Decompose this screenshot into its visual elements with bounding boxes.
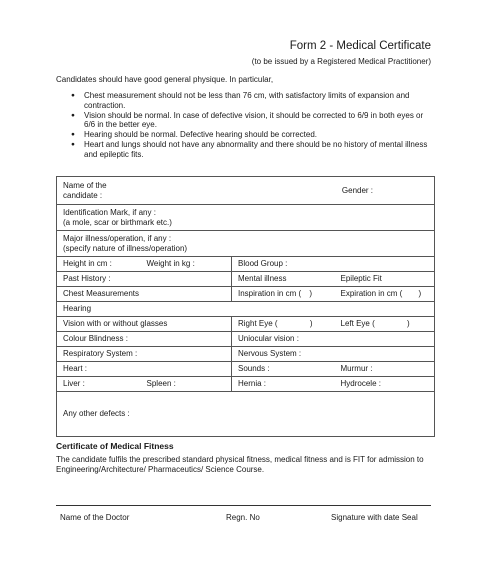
sounds-label: Sounds : xyxy=(238,364,270,373)
hernia-label: Hernia : xyxy=(238,379,267,388)
registration-number-label: Regn. No xyxy=(226,513,260,522)
fitness-text: The candidate fulfils the prescribed standard physical fitness, medical fitness and is FIT for admission to Engineering/Architecture/ Pharmaceutics/ Science Course. xyxy=(56,455,424,474)
table-row xyxy=(57,317,435,332)
table-row xyxy=(57,347,435,362)
candidate-label: candidate : xyxy=(63,190,103,200)
table-row xyxy=(57,392,435,437)
left-eye-cell[interactable] xyxy=(335,317,435,332)
liver-cell[interactable] xyxy=(57,377,141,392)
hearing-cell[interactable] xyxy=(57,302,435,317)
hernia-cell[interactable] xyxy=(232,377,335,392)
mental-illness-cell[interactable] xyxy=(232,272,335,287)
vision-cell[interactable] xyxy=(57,317,232,332)
weight-cell[interactable] xyxy=(141,257,232,272)
table-row xyxy=(57,287,435,302)
uniocular-cell[interactable] xyxy=(232,332,435,347)
intro-text: Candidates should have good general physique. In particular, xyxy=(56,75,274,84)
blood-group-label: Blood Group : xyxy=(238,259,288,268)
table-row xyxy=(57,362,435,377)
table-row xyxy=(57,377,435,392)
expiration-close: ) xyxy=(418,289,422,298)
right-eye-label: Right Eye ( xyxy=(238,319,278,328)
chest-cell[interactable] xyxy=(57,287,232,302)
hearing-label: Hearing xyxy=(63,304,92,313)
requirement-chest: ● Chest measurement should not be less than 76 cm, with satisfactory limits of expansion and contraction. xyxy=(56,91,436,110)
major-illness-cell[interactable] xyxy=(57,231,435,257)
identification-mark-cell[interactable] xyxy=(57,205,435,231)
identification-mark-label: Identification Mark, if any : xyxy=(63,207,156,217)
form-title: Form 2 - Medical Certificate xyxy=(289,40,431,52)
major-illness-label: Major illness/operation, if any : xyxy=(63,233,172,243)
requirement-heart-lungs: ● Heart and lungs should not have any abnormality and there should be no history of mental illness and epileptic fits. xyxy=(56,140,436,159)
sounds-cell[interactable] xyxy=(232,362,335,377)
colour-blindness-cell[interactable] xyxy=(57,332,232,347)
respiratory-label: Respiratory System : xyxy=(63,349,138,358)
table-row xyxy=(57,302,435,317)
respiratory-cell[interactable] xyxy=(57,347,232,362)
epileptic-fit-cell[interactable] xyxy=(335,272,435,287)
table-row xyxy=(57,205,435,231)
table-row xyxy=(57,177,435,205)
weight-label: Weight in kg : xyxy=(146,259,195,268)
hydrocele-label: Hydrocele : xyxy=(340,379,381,388)
fitness-heading: Certificate of Medical Fitness xyxy=(56,441,174,451)
form-subtitle: (to be issued by a Registered Medical Practitioner) xyxy=(251,57,431,66)
murmur-cell[interactable] xyxy=(335,362,435,377)
name-label: Name of the xyxy=(63,180,107,190)
uniocular-label: Uniocular vision : xyxy=(238,334,299,343)
nervous-cell[interactable] xyxy=(232,347,435,362)
liver-label: Liver : xyxy=(63,379,85,388)
other-defects-label: Any other defects : xyxy=(63,409,130,418)
doctor-name-label: Name of the Doctor xyxy=(60,513,130,522)
expiration-label: Expiration in cm ( xyxy=(340,289,403,298)
left-eye-label: Left Eye ( xyxy=(340,319,375,328)
table-row xyxy=(57,257,435,272)
requirements-list xyxy=(56,91,436,160)
table-row xyxy=(57,272,435,287)
requirement-hearing: ● Hearing should be normal. Defective hearing should be corrected. xyxy=(56,130,436,140)
requirement-vision: ● Vision should be normal. In case of defective vision, it should be corrected to 6/9 in both eyes or 6/6 in the better eye. xyxy=(56,111,436,130)
identification-mark-hint: (a mole, scar or birthmark etc.) xyxy=(63,217,172,227)
past-history-label: Past History : xyxy=(63,274,111,283)
murmur-label: Murmur : xyxy=(340,364,373,373)
chest-label: Chest Measurements xyxy=(63,289,140,298)
spleen-cell[interactable] xyxy=(141,377,232,392)
gender-label: Gender : xyxy=(341,185,374,195)
major-illness-hint: (specify nature of illness/operation) xyxy=(63,243,188,253)
signature-seal-label: Signature with date Seal xyxy=(331,513,418,522)
nervous-label: Nervous System : xyxy=(238,349,302,358)
vision-label: Vision with or without glasses xyxy=(63,319,168,328)
right-eye-cell[interactable] xyxy=(232,317,335,332)
table-row xyxy=(57,332,435,347)
name-gender-cell[interactable] xyxy=(57,177,435,205)
epileptic-fit-label: Epileptic Fit xyxy=(340,274,382,283)
inspiration-close: ) xyxy=(309,289,313,298)
right-eye-close: ) xyxy=(309,319,313,328)
table-row xyxy=(57,231,435,257)
inspiration-cell[interactable] xyxy=(232,287,335,302)
medical-form-table xyxy=(56,176,435,437)
past-history-cell[interactable] xyxy=(57,272,232,287)
spleen-label: Spleen : xyxy=(146,379,176,388)
inspiration-label: Inspiration in cm ( xyxy=(238,289,302,298)
blood-group-cell[interactable] xyxy=(232,257,435,272)
hydrocele-cell[interactable] xyxy=(335,377,435,392)
signature-divider xyxy=(56,505,431,506)
heart-label: Heart : xyxy=(63,364,88,373)
colour-blindness-label: Colour Blindness : xyxy=(63,334,128,343)
height-label: Height in cm : xyxy=(63,259,112,268)
expiration-cell[interactable] xyxy=(335,287,435,302)
mental-illness-label: Mental illness xyxy=(238,274,287,283)
left-eye-close: ) xyxy=(406,319,410,328)
height-cell[interactable] xyxy=(57,257,141,272)
other-defects-cell[interactable] xyxy=(57,392,435,437)
heart-cell[interactable] xyxy=(57,362,232,377)
